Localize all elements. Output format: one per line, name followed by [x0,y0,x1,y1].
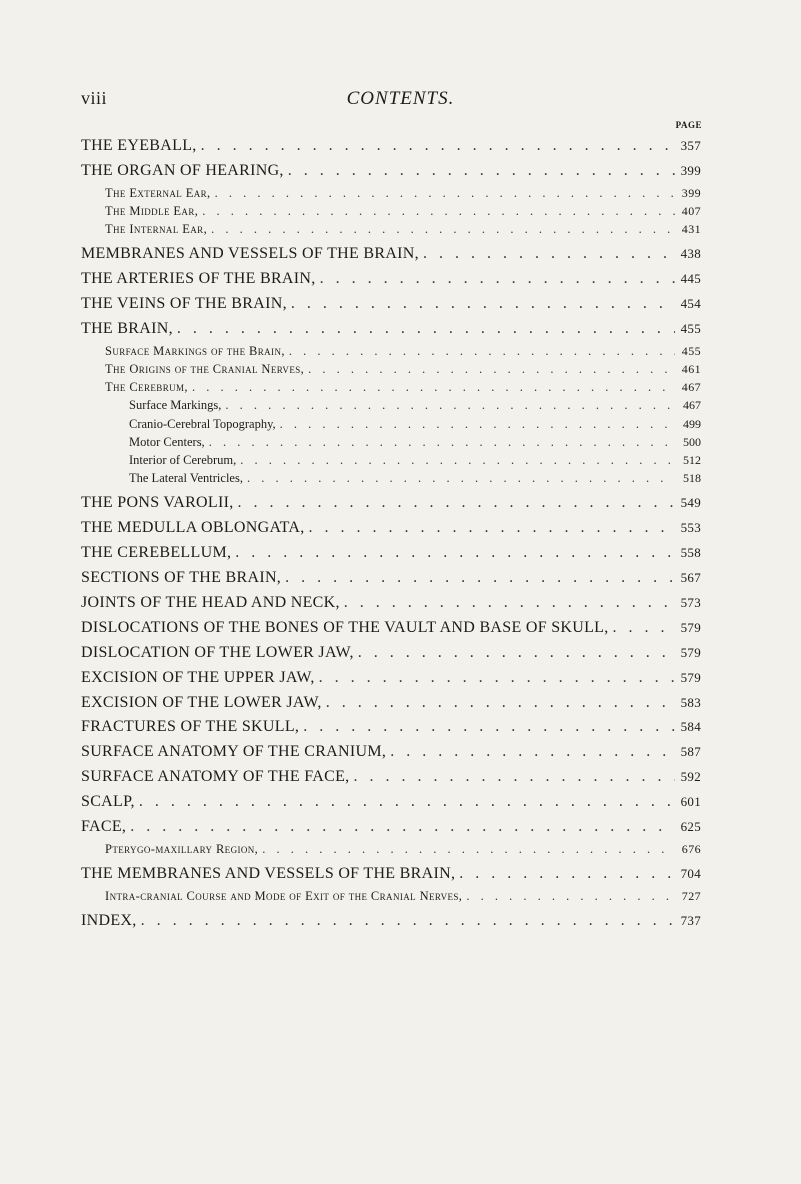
toc-entry-page: 579 [680,619,701,635]
toc-entry-title: THE EYEBALL, [81,137,197,154]
dot-leader [141,909,675,934]
dot-leader [289,342,675,360]
dot-leader [390,740,675,765]
toc-entry-title: THE ORGAN OF HEARING, [81,161,284,179]
table-of-contents [81,134,701,934]
dot-leader [423,242,675,267]
dot-leader [466,887,675,905]
dot-leader [459,862,675,887]
toc-entry-page: 407 [681,203,701,218]
page-number: viii [81,88,108,108]
toc-entry [81,862,701,887]
toc-entry-title: Pterygo-maxillary Region, [105,841,259,856]
toc-entry-title: Interior of Cerebrum, [129,453,237,468]
toc-entry-title: Surface Markings, [129,398,222,413]
dot-leader [238,491,675,516]
dot-leader [291,292,675,317]
toc-entry [81,691,701,716]
toc-entry-page: 592 [680,769,701,785]
dot-leader [201,134,675,159]
dot-leader [326,691,675,716]
toc-entry-page: 601 [680,794,701,810]
toc-entry-page: 704 [680,866,701,882]
page-header [0,88,801,118]
toc-entry-page: 399 [680,162,701,178]
toc-entry [81,317,701,342]
toc-entry-page: 573 [680,594,701,610]
toc-entry-title: SCALP, [81,793,135,811]
page-column-label: PAGE [675,120,702,130]
toc-entry [81,516,701,541]
toc-entry-title: DISLOCATION OF THE LOWER JAW, [81,643,354,661]
toc-entry-page: 431 [681,222,701,237]
toc-entry-title: Cranio-Cerebral Topography, [129,416,276,431]
toc-entry [81,451,701,469]
toc-entry [81,740,701,765]
toc-entry-page: 499 [683,416,701,431]
dot-leader [192,378,675,396]
toc-entry-page: 455 [681,343,701,358]
toc-entry-page: 558 [680,545,701,561]
toc-entry-page: 567 [680,570,701,586]
toc-entry-page: 549 [680,495,701,511]
toc-entry-title: THE CEREBELLUM, [81,544,232,562]
toc-entry [81,765,701,790]
toc-entry [81,566,701,591]
toc-entry [81,202,701,220]
dot-leader [288,159,675,184]
toc-entry-title: JOINTS OF THE HEAD AND NECK, [81,593,340,611]
toc-entry-title: The Cerebrum, [105,380,188,395]
toc-entry-title: EXCISION OF THE UPPER JAW, [81,668,315,686]
toc-entry-page: 454 [680,296,701,312]
toc-entry [81,840,701,858]
toc-entry [81,292,701,317]
toc-entry-title: The External Ear, [105,185,211,200]
toc-entry [81,616,701,641]
dot-leader [303,715,675,740]
toc-entry-page: 676 [681,841,701,856]
toc-entry-page: 512 [683,453,701,468]
toc-entry-title: FACE, [81,817,127,835]
toc-entry [81,433,701,451]
toc-entry-page: 467 [681,380,701,395]
toc-entry [81,267,701,292]
toc-entry-title: THE MEMBRANES AND VESSELS OF THE BRAIN, [81,865,456,883]
dot-leader [225,396,675,414]
toc-entry [81,815,701,840]
toc-entry-title: Motor Centers, [129,434,205,449]
dot-leader [215,184,675,202]
toc-entry-title: SURFACE ANATOMY OF THE CRANIUM, [81,743,387,761]
toc-entry [81,887,701,905]
toc-entry [81,220,701,238]
toc-entry [81,666,701,691]
dot-leader [320,267,675,292]
toc-entry-title: THE BRAIN, [81,320,173,338]
toc-entry [81,641,701,666]
toc-entry [81,715,701,740]
toc-entry-title: INDEX, [81,912,137,930]
toc-entry [81,360,701,378]
toc-entry [81,378,701,396]
dot-leader [344,591,675,616]
toc-entry [81,790,701,815]
toc-entry-title: The Lateral Ventricles, [129,471,243,486]
dot-leader [211,220,675,238]
toc-entry [81,396,701,414]
toc-entry [81,591,701,616]
toc-entry-page: 518 [683,471,701,486]
dot-leader [353,765,675,790]
toc-entry-title: SECTIONS OF THE BRAIN, [81,569,282,587]
toc-entry-title: THE VEINS OF THE BRAIN, [81,295,287,313]
dot-leader [285,566,675,591]
toc-entry-page: 455 [680,321,701,337]
toc-entry-title: THE PONS VAROLII, [81,494,234,512]
toc-entry [81,342,701,360]
toc-entry-title: EXCISION OF THE LOWER JAW, [81,693,322,711]
toc-entry-page: 461 [681,362,701,377]
dot-leader [177,317,675,342]
toc-entry-page: 553 [680,520,701,536]
dot-leader [240,451,675,469]
toc-entry-page: 500 [683,434,701,449]
dot-leader [247,469,675,487]
toc-entry-page: 467 [683,398,701,413]
toc-entry [81,491,701,516]
toc-entry-title: SURFACE ANATOMY OF THE FACE, [81,768,350,786]
toc-entry-page: 587 [680,744,701,760]
toc-entry [81,909,701,934]
toc-entry-page: 727 [681,888,701,903]
toc-entry-title: MEMBRANES AND VESSELS OF THE BRAIN, [81,245,419,263]
toc-entry-title: Intra-cranial Course and Mode of Exit of the Cranial Nerves, [105,888,463,903]
toc-entry-page: 357 [680,138,701,153]
toc-entry [81,159,701,184]
toc-entry-title: Surface Markings of the Brain, [105,343,285,358]
toc-entry-page: 584 [680,719,701,735]
toc-entry-page: 583 [680,694,701,710]
dot-leader [202,202,675,220]
toc-entry [81,134,701,159]
toc-entry-page: 438 [680,246,701,262]
dot-leader [209,433,675,451]
dot-leader [308,360,675,378]
toc-entry-title: The Internal Ear, [105,222,208,237]
toc-entry-page: 445 [680,271,701,287]
dot-leader [358,641,675,666]
toc-entry [81,469,701,487]
dot-leader [130,815,675,840]
toc-entry-title: DISLOCATIONS OF THE BONES OF THE VAULT AND BASE OF SKULL, [81,618,609,636]
dot-leader [235,541,675,566]
toc-entry-title: FRACTURES OF THE SKULL, [81,718,300,736]
toc-entry-title: The Middle Ear, [105,203,199,218]
toc-entry-page: 579 [680,644,701,660]
toc-entry-page: 625 [680,818,701,834]
toc-entry [81,541,701,566]
toc-entry-page: 399 [681,185,701,200]
dot-leader [309,516,675,541]
toc-entry-page: 737 [680,913,701,929]
toc-entry-title: THE ARTERIES OF THE BRAIN, [81,270,316,288]
running-title: CONTENTS. [346,88,455,109]
toc-entry [81,184,701,202]
toc-entry-page: 579 [680,669,701,685]
dot-leader [139,790,675,815]
dot-leader [280,415,675,433]
dot-leader [319,666,675,691]
dot-leader [262,840,675,858]
dot-leader [613,616,675,641]
toc-entry-title: THE MEDULLA OBLONGATA, [81,519,305,537]
toc-entry [81,242,701,267]
toc-entry [81,415,701,433]
toc-entry-title: The Origins of the Cranial Nerves, [105,362,305,377]
